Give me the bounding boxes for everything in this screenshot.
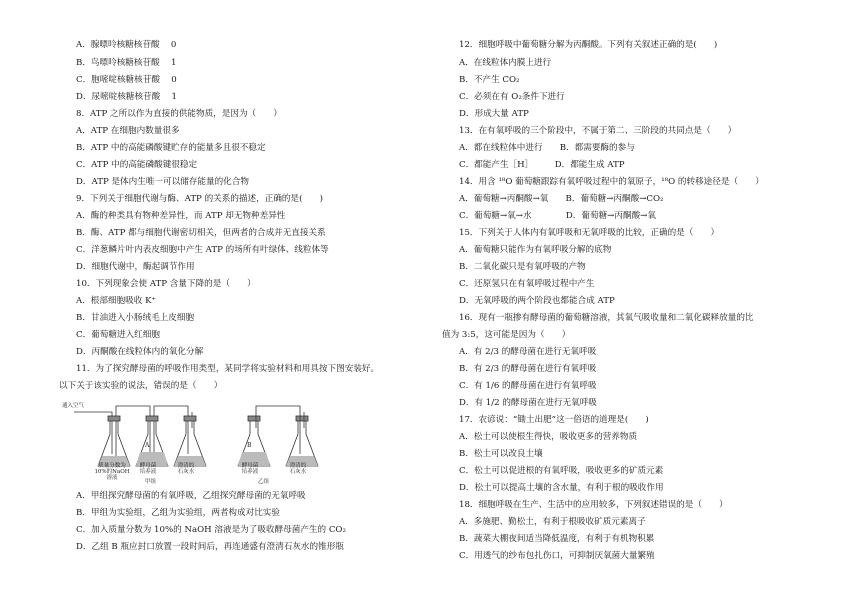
q16-stem-line1: 16．现有一瓶掺有酵母菌的葡萄糖溶液，其氧气吸收量和二氧化碳释放量的比 [459, 313, 754, 323]
q16-option-d: D．有 1/2 的酵母菌在进行无氧呼吸 [459, 398, 597, 408]
q14-options-row1: A．葡萄糖→丙酮酸→氧 B．葡萄糖→丙酮酸→CO₂ [459, 194, 664, 204]
q12-stem: 12．细胞呼吸中葡萄糖分解为丙酮酸。下列有关叙述正确的是( ) [459, 40, 718, 50]
q17-stem: 17．农谚说：“锄土出肥”这一俗语的道理是( ) [459, 415, 649, 425]
yeast-flask-a-label: 酵母菌培养液 [139, 463, 157, 475]
flask-letter-b: B [247, 442, 252, 449]
q12-option-a: A．在线粒体内膜上进行 [459, 58, 552, 68]
q15-option-d: D．无氧呼吸的两个阶段也都能合成 ATP [459, 296, 615, 306]
q8-option-a: A．ATP 在细胞内数量很多 [76, 126, 180, 136]
q11-stem-line1: 11．为了探究酵母菌的呼吸作用类型，某同学将实验材料和用具按下图安装好。 [76, 364, 380, 374]
q13-options-row1: A．都在线粒体中进行 B．都需要酶的参与 [459, 143, 635, 153]
q17-option-b: B．松土可以改良土壤 [459, 449, 543, 459]
flask-letter-a: A [145, 442, 150, 449]
q11-option-a: A．甲组探究酵母菌的有氧呼吸，乙组探究酵母菌的无氧呼吸 [76, 491, 306, 501]
q8-option-d: D．ATP 是体内生唯一可以储存能量的化合物 [76, 177, 249, 187]
q16-option-c: C．有 1/6 的酵母菌在进行有氧呼吸 [459, 381, 597, 391]
q14-stem: 14．用含 ¹⁸O 葡萄糖跟踪有氧呼吸过程中的氧原子，¹⁸O 的转移途径是（ ） [459, 177, 764, 187]
q9-stem: 9．下列关于细胞代谢与酶、ATP 的关系的描述，正确的是( ) [76, 194, 323, 204]
q14-options-row2: C．葡萄糖→氧→水 D．葡萄糖→丙酮酸→氧 [459, 211, 656, 221]
q15-option-b: B．二氧化碳只是有氧呼吸的产物 [459, 262, 586, 272]
q17-option-d: D．松土可以提高土壤的含水量，有利于根的吸收作用 [459, 483, 664, 493]
q7-option-a: A．腺嘌呤核糖核苷酸 0 [76, 40, 177, 50]
q11-option-b: B．甲组为实验组，乙组为实验组，两者构成对比实验 [76, 508, 280, 518]
limewater-flask-b-label: 澄清的石灰水 [289, 463, 307, 475]
q10-option-b: B．甘油进入小肠绒毛上皮细胞 [76, 313, 195, 323]
q9-option-c: C．洋葱鳞片叶内表皮细胞中产生 ATP 的场所有叶绿体、线粒体等 [76, 245, 329, 255]
q7-option-c: C．胞嘧啶核糖核苷酸 0 [76, 75, 177, 85]
q8-option-c: C．ATP 中的高能磷酸键很稳定 [76, 160, 198, 170]
q11-option-d: D．乙组 B 瓶应封口放置一段时间后，再连通盛有澄清石灰水的锥形瓶 [76, 542, 344, 552]
q16-option-b: B．有 2/3 的酵母菌在进行有氧呼吸 [459, 364, 597, 374]
q8-stem: 8．ATP 之所以作为直接的供能物质，是因为（ ） [76, 109, 282, 119]
q18-option-a: A．多施肥、勤松土，有利于根吸收矿质元素离子 [459, 517, 646, 527]
q18-option-c: C．用透气的纱布包扎伤口，可抑制厌氧菌大量繁殖 [459, 551, 655, 561]
q9-option-a: A．酶的种类具有物种差异性，而 ATP 却无物种差异性 [76, 211, 286, 221]
q17-option-c: C．松土可以促进根的有氧呼吸，吸收更多的矿质元素 [459, 466, 664, 476]
q12-option-b: B．不产生 CO₂ [459, 75, 520, 85]
q18-stem: 18．细胞呼吸在生产、生活中的应用较多，下列叙述错误的是（ ） [459, 500, 728, 510]
q17-option-a: A．松土可以使根生得快，吸收更多的营养物质 [459, 432, 638, 442]
q13-stem: 13．在有氧呼吸的三个阶段中，不属于第二、三阶段的共同点是（ ） [459, 126, 737, 136]
q12-option-c: C．必须在有 O₂条件下进行 [459, 92, 565, 102]
group-label-yi: 乙组 [258, 479, 270, 485]
group-label-jia: 甲组 [145, 479, 157, 485]
q10-option-a: A．根部细胞吸收 K⁺ [76, 296, 157, 306]
q16-option-a: A．有 2/3 的酵母菌在进行无氧呼吸 [459, 347, 597, 357]
q15-stem: 15．下列关于人体内有氧呼吸和无氧呼吸的比较，正确的是（ ） [459, 228, 720, 238]
q16-stem-line2: 值为 3:5，这可能是因为（ ） [442, 330, 571, 340]
q12-option-d: D．形成大量 ATP [459, 109, 529, 119]
q11-stem-line2: 以下关于该实验的说法，错误的是（ ） [59, 381, 223, 391]
q10-option-d: D．丙酮酸在线粒体内的氧化分解 [76, 347, 204, 357]
q9-option-b: B．酶、ATP 都与细胞代谢密切相关，但两者的合成并无直接关系 [76, 228, 326, 238]
q10-stem: 10．下列现象会使 ATP 含量下降的是（ ） [76, 279, 256, 289]
air-inlet-label: 通入空气 [62, 403, 85, 409]
q7-option-d: D．尿嘧啶核糖核苷酸 1 [76, 92, 178, 102]
q10-option-c: C．葡萄糖进入红细胞 [76, 330, 160, 340]
naoh-flask-label: 质量分数为10%的NaOH溶液 [94, 463, 130, 481]
q8-option-b: B．ATP 中的高能磷酸键贮存的能量多且很不稳定 [76, 143, 266, 153]
q11-option-c: C．加入质量分数为 10%的 NaOH 溶液是为了吸收酵母菌产生的 CO₂ [76, 525, 346, 535]
q13-options-row2: C．都能产生［H］ D．都能生成 ATP [459, 160, 625, 170]
q15-option-c: C．还原氢只在有氧呼吸过程中产生 [459, 279, 595, 289]
yeast-flask-b-label: 酵母菌培养液 [241, 463, 259, 475]
q18-option-b: B．蔬菜大棚夜间适当降低温度，有利于有机物积累 [459, 534, 655, 544]
q7-option-b: B．鸟嘌呤核糖核苷酸 1 [76, 58, 177, 68]
limewater-flask-a-label: 澄清的石灰水 [177, 463, 195, 475]
q9-option-d: D．细胞代谢中，酶起调节作用 [76, 262, 195, 272]
q15-option-a: A．葡萄糖只能作为有氧呼吸分解的底物 [459, 245, 612, 255]
